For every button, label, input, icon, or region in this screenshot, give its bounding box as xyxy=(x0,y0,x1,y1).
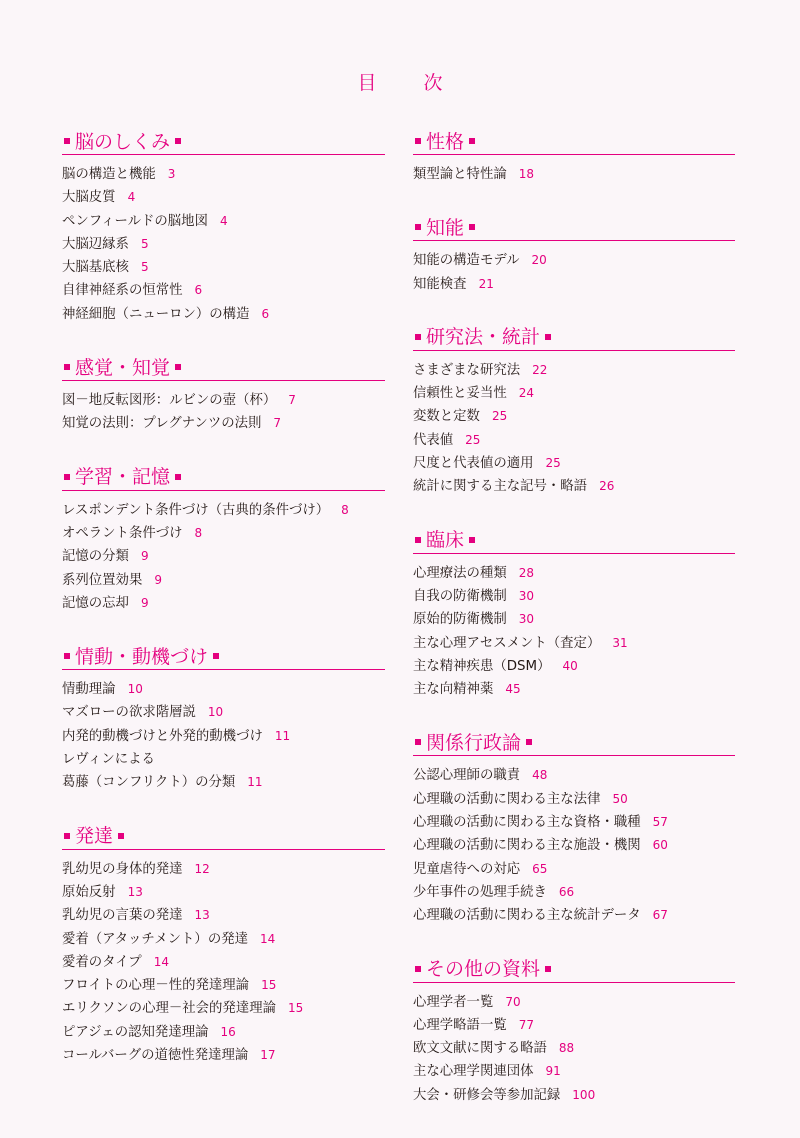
page-title: 目 次 xyxy=(357,72,457,94)
toc-entry-page-number: 70 xyxy=(505,994,521,1009)
toc-entry-label: ピアジェの認知発達理論 xyxy=(62,1024,209,1040)
square-bullet-icon xyxy=(64,364,70,370)
toc-entry[interactable] xyxy=(413,562,735,585)
toc-entry-page-number: 4 xyxy=(127,190,136,205)
square-bullet-icon xyxy=(469,224,475,230)
toc-entry-page-number: 40 xyxy=(562,658,578,673)
toc-entry-label: 心理療法の種類 xyxy=(413,565,507,581)
section-heading-text: 情動・動機づけ xyxy=(75,645,209,668)
toc-entry-page-number: 8 xyxy=(341,502,349,517)
toc-section xyxy=(62,821,385,1068)
section-heading-text: 研究法・統計 xyxy=(426,326,541,349)
square-bullet-icon xyxy=(415,966,421,972)
section-heading xyxy=(413,954,735,983)
toc-entry[interactable] xyxy=(62,701,385,724)
toc-entry[interactable] xyxy=(62,389,385,412)
toc-entry[interactable] xyxy=(413,655,735,678)
toc-entry[interactable] xyxy=(62,1044,385,1067)
toc-entry[interactable] xyxy=(62,545,385,568)
toc-entry-page-number: 9 xyxy=(140,595,149,610)
toc-entry-label: 児童虐待への対応 xyxy=(413,861,521,877)
section-heading xyxy=(413,322,735,351)
toc-entry-label: 原始的防衛機制 xyxy=(413,612,507,628)
section-heading-text: 関係行政論 xyxy=(426,731,522,754)
toc-entry-page-number: 9 xyxy=(154,572,162,587)
toc-entry-label: 変数と定数 xyxy=(413,409,480,425)
toc-entry-page-number: 3 xyxy=(167,167,176,181)
toc-entry[interactable] xyxy=(413,788,735,811)
toc-entry-label: 心理学者一覧 xyxy=(413,994,494,1010)
toc-entry[interactable] xyxy=(413,273,735,296)
toc-entry-page-number: 14 xyxy=(153,954,169,969)
toc-entry[interactable] xyxy=(413,764,735,787)
toc-entry-page-number: 18 xyxy=(518,167,535,181)
square-bullet-icon xyxy=(415,739,421,745)
toc-entry[interactable] xyxy=(413,834,735,857)
toc-entry-label: レヴィンによる xyxy=(62,752,155,768)
toc-entry-page-number: 8 xyxy=(194,525,203,540)
toc-entry-page-number: 6 xyxy=(194,283,203,298)
toc-entry[interactable] xyxy=(62,904,385,927)
toc-entry-label: 心理職の活動に関わる主な施設・機関 xyxy=(413,838,641,854)
toc-entry-page-number: 66 xyxy=(558,884,575,899)
toc-entry[interactable] xyxy=(413,163,735,186)
toc-entry[interactable] xyxy=(62,725,385,748)
toc-entry-page-number: 10 xyxy=(127,682,143,697)
toc-entry-page-number: 14 xyxy=(260,931,276,946)
section-heading-text: 発達 xyxy=(75,825,114,848)
toc-entry-page-number: 28 xyxy=(518,565,535,580)
toc-entry[interactable] xyxy=(413,811,735,834)
toc-entry-page-number: 22 xyxy=(532,362,548,377)
toc-entry[interactable] xyxy=(413,632,735,655)
square-bullet-icon xyxy=(64,653,70,659)
toc-entry[interactable] xyxy=(413,1060,735,1083)
toc-entry-label: 自我の防衛機制 xyxy=(413,588,507,604)
toc-entry[interactable] xyxy=(62,771,385,794)
toc-entry-label: 大脳辺縁系 xyxy=(62,236,129,252)
section-heading xyxy=(413,212,735,241)
toc-entry-page-number: 77 xyxy=(518,1017,535,1032)
toc-entry-label: 類型論と特性論 xyxy=(413,167,507,182)
toc-entry-label: 大脳皮質 xyxy=(62,190,116,206)
square-bullet-icon xyxy=(64,833,70,839)
toc-entry-label: オペラント条件づけ xyxy=(62,525,183,541)
toc-entry-label: マズローの欲求階層説 xyxy=(62,705,196,721)
toc-section xyxy=(62,352,385,436)
toc-entry-page-number: 21 xyxy=(478,276,494,291)
toc-entry-page-number: 20 xyxy=(531,253,547,268)
square-bullet-icon xyxy=(118,833,124,839)
toc-entry-label: 系列位置効果 xyxy=(62,572,143,588)
toc-entry-page-number: 13 xyxy=(194,908,210,923)
toc-entry[interactable] xyxy=(413,382,735,405)
toc-entry[interactable] xyxy=(62,256,385,279)
toc-entry-label: 統計に関する主な記号・略語 xyxy=(413,479,588,495)
square-bullet-icon xyxy=(469,138,475,144)
toc-entry-label: エリクソンの心理－社会的発達理論 xyxy=(62,1001,276,1017)
toc-entry-page-number: 57 xyxy=(652,815,668,830)
toc-entry[interactable] xyxy=(62,279,385,302)
section-heading-text: その他の資料 xyxy=(426,958,541,981)
toc-entry-page-number: 50 xyxy=(612,791,628,806)
toc-entry-page-number: 60 xyxy=(652,838,668,853)
toc-entry[interactable] xyxy=(413,991,735,1014)
toc-entry-page-number: 4 xyxy=(219,213,228,228)
section-heading xyxy=(62,462,385,491)
toc-entry-page-number: 17 xyxy=(260,1048,276,1063)
toc-entry-label: 尺度と代表値の適用 xyxy=(413,456,534,472)
toc-entry-label: 愛着（アタッチメント）の発達 xyxy=(62,931,248,947)
section-heading-text: 性格 xyxy=(426,130,465,153)
toc-entry-page-number: 13 xyxy=(127,884,143,899)
toc-entry[interactable] xyxy=(413,678,735,701)
toc-entry-label: 主な向精神薬 xyxy=(413,682,494,698)
toc-entry[interactable] xyxy=(413,452,735,475)
square-bullet-icon xyxy=(526,739,532,745)
toc-entry[interactable] xyxy=(62,210,385,233)
toc-entry-page-number: 65 xyxy=(532,861,548,876)
toc-entry-label: 図－地反転図形：ルビンの壺（杯） xyxy=(62,393,277,409)
toc-entry-page-number: 24 xyxy=(518,386,535,401)
toc-entry[interactable] xyxy=(62,412,385,435)
toc-entry[interactable] xyxy=(413,1014,735,1037)
toc-entry-label: 原始反射 xyxy=(62,884,116,900)
square-bullet-icon xyxy=(64,138,70,144)
toc-entry[interactable] xyxy=(62,678,385,701)
section-heading-text: 脳のしくみ xyxy=(75,130,171,153)
square-bullet-icon xyxy=(545,966,551,972)
square-bullet-icon xyxy=(415,537,421,543)
toc-entry-label: 記憶の忘却 xyxy=(62,595,129,611)
toc-entry[interactable] xyxy=(62,303,385,326)
toc-entry[interactable] xyxy=(413,249,735,272)
toc-entry-page-number: 10 xyxy=(207,705,224,720)
toc-entry-label: 知能の構造モデル xyxy=(413,253,520,269)
toc-entry-label: 信頼性と妥当性 xyxy=(413,386,507,402)
square-bullet-icon xyxy=(469,537,475,543)
toc-entry-page-number: 30 xyxy=(518,588,535,603)
toc-entry-label: 知能検査 xyxy=(413,276,467,292)
toc-entry-page-number: 45 xyxy=(505,682,521,697)
toc-entry-label: 自律神経系の恒常性 xyxy=(62,283,183,299)
square-bullet-icon xyxy=(175,364,181,370)
toc-entry-label: 主な心理学関連団体 xyxy=(413,1064,534,1080)
section-heading xyxy=(62,821,385,850)
toc-section xyxy=(62,641,385,794)
toc-entry[interactable] xyxy=(62,569,385,592)
toc-entry-label: 大脳基底核 xyxy=(62,260,129,276)
toc-entry-page-number: 11 xyxy=(247,775,263,790)
toc-entry[interactable] xyxy=(413,1084,735,1107)
toc-entry[interactable] xyxy=(413,429,735,452)
toc-right-column xyxy=(413,126,735,1133)
toc-entry-page-number: 26 xyxy=(599,479,615,494)
toc-entry-label: 心理職の活動に関わる主な統計データ xyxy=(413,908,641,924)
toc-entry-page-number: 48 xyxy=(532,768,548,783)
toc-entry[interactable] xyxy=(62,928,385,951)
toc-entry-label: 乳幼児の言葉の発達 xyxy=(62,908,183,924)
toc-entry[interactable] xyxy=(62,951,385,974)
toc-entry[interactable] xyxy=(413,359,735,382)
square-bullet-icon xyxy=(213,653,219,659)
toc-entry[interactable] xyxy=(62,233,385,256)
toc-entry-label: 大会・研修会等参加記録 xyxy=(413,1087,561,1103)
toc-entry[interactable] xyxy=(413,881,735,904)
toc-entry-page-number: 25 xyxy=(465,432,481,447)
toc-entry-page-number: 88 xyxy=(558,1041,575,1056)
toc-section xyxy=(62,462,385,615)
section-heading xyxy=(62,352,385,381)
toc-entry-label: 心理職の活動に関わる主な法律 xyxy=(413,791,601,807)
toc-entry-page-number: 6 xyxy=(261,306,270,321)
toc-section xyxy=(413,126,735,186)
toc-entry-page-number: 67 xyxy=(652,908,668,923)
toc-entry-label: 愛着のタイプ xyxy=(62,954,142,970)
toc-entry-label: 少年事件の処理手続き xyxy=(413,884,547,900)
toc-entry[interactable] xyxy=(62,163,385,186)
toc-entry-page-number: 30 xyxy=(518,612,535,627)
toc-section xyxy=(413,954,735,1107)
toc-entry-label: ペンフィールドの脳地図 xyxy=(62,213,208,229)
toc-entry[interactable] xyxy=(413,904,735,927)
toc-entry-label: 公認心理師の職責 xyxy=(413,768,521,784)
section-heading-text: 感覚・知覚 xyxy=(75,356,171,379)
toc-entry-label: 神経細胞（ニューロン）の構造 xyxy=(62,306,250,322)
toc-entry-label: 知覚の法則：プレグナンツの法則 xyxy=(62,416,262,432)
toc-entry-page-number: 25 xyxy=(491,409,508,424)
section-heading-text: 学習・記憶 xyxy=(75,466,171,489)
toc-entry[interactable] xyxy=(413,1037,735,1060)
toc-entry-page-number: 15 xyxy=(261,978,277,993)
toc-entry-page-number: 5 xyxy=(140,236,149,251)
toc-entry-label: 主な精神疾患（DSM） xyxy=(413,658,551,674)
toc-entry[interactable] xyxy=(413,585,735,608)
toc-left-column xyxy=(62,126,385,1093)
toc-entry-label: 欧文文献に関する略語 xyxy=(413,1041,547,1057)
toc-entry-page-number: 31 xyxy=(612,635,628,650)
toc-entry[interactable] xyxy=(413,475,735,498)
toc-entry[interactable] xyxy=(62,186,385,209)
toc-entry-page-number: 9 xyxy=(140,549,149,564)
square-bullet-icon xyxy=(545,334,551,340)
toc-entry[interactable] xyxy=(62,1021,385,1044)
toc-entry[interactable] xyxy=(62,974,385,997)
toc-entry-label: 記憶の分類 xyxy=(62,549,129,565)
toc-entry-label: 心理学略語一覧 xyxy=(413,1017,507,1033)
toc-entry[interactable] xyxy=(413,405,735,428)
toc-entry-page-number: 15 xyxy=(287,1001,304,1016)
toc-entry-page-number: 11 xyxy=(274,728,291,743)
toc-entry-label: 情動理論 xyxy=(62,682,116,698)
toc-entry[interactable] xyxy=(62,858,385,881)
toc-entry-label: 脳の構造と機能 xyxy=(62,167,156,182)
toc-entry[interactable] xyxy=(62,592,385,615)
toc-entry-page-number: 16 xyxy=(220,1024,236,1039)
toc-entry-label: 心理職の活動に関わる主な資格・職種 xyxy=(413,815,641,831)
toc-entry[interactable] xyxy=(413,608,735,631)
square-bullet-icon xyxy=(175,138,181,144)
section-heading xyxy=(413,525,735,554)
toc-entry[interactable] xyxy=(413,858,735,881)
toc-entry-page-number: 5 xyxy=(140,260,149,275)
section-heading xyxy=(62,641,385,670)
section-heading xyxy=(413,126,735,155)
square-bullet-icon xyxy=(415,138,421,144)
square-bullet-icon xyxy=(175,474,181,480)
toc-entry[interactable] xyxy=(62,748,385,771)
toc-entry-page-number: 91 xyxy=(545,1064,561,1079)
toc-entry-label: さまざまな研究法 xyxy=(413,362,521,378)
toc-entry-page-number: 7 xyxy=(288,393,296,408)
section-heading xyxy=(62,126,385,155)
toc-entry-label: 葛藤（コンフリクト）の分類 xyxy=(62,775,236,791)
square-bullet-icon xyxy=(415,224,421,230)
toc-entry-label: コールバーグの道徳性発達理論 xyxy=(62,1048,249,1064)
toc-entry-page-number: 25 xyxy=(545,456,561,471)
toc-section xyxy=(413,322,735,499)
toc-entry-label: 主な心理アセスメント（査定） xyxy=(413,635,601,651)
toc-section xyxy=(62,126,385,326)
toc-entry-label: 代表値 xyxy=(413,432,454,448)
toc-entry[interactable] xyxy=(62,499,385,522)
section-heading-text: 臨床 xyxy=(426,529,465,552)
toc-entry-page-number: 7 xyxy=(273,416,282,431)
toc-entry[interactable] xyxy=(62,522,385,545)
toc-entry-page-number: 12 xyxy=(194,861,210,876)
section-heading xyxy=(413,727,735,756)
toc-section xyxy=(413,727,735,927)
toc-entry[interactable] xyxy=(62,881,385,904)
toc-entry[interactable] xyxy=(62,997,385,1020)
toc-section xyxy=(413,525,735,702)
square-bullet-icon xyxy=(64,474,70,480)
toc-entry-page-number: 100 xyxy=(572,1087,596,1102)
toc-entry-label: 乳幼児の身体的発達 xyxy=(62,861,183,877)
section-heading-text: 知能 xyxy=(426,216,465,239)
toc-entry-label: フロイトの心理－性的発達理論 xyxy=(62,978,250,994)
square-bullet-icon xyxy=(415,334,421,340)
toc-section xyxy=(413,212,735,296)
toc-entry-label: レスポンデント条件づけ（古典的条件づけ） xyxy=(62,502,330,518)
toc-entry-label: 内発的動機づけと外発的動機づけ xyxy=(62,728,263,744)
